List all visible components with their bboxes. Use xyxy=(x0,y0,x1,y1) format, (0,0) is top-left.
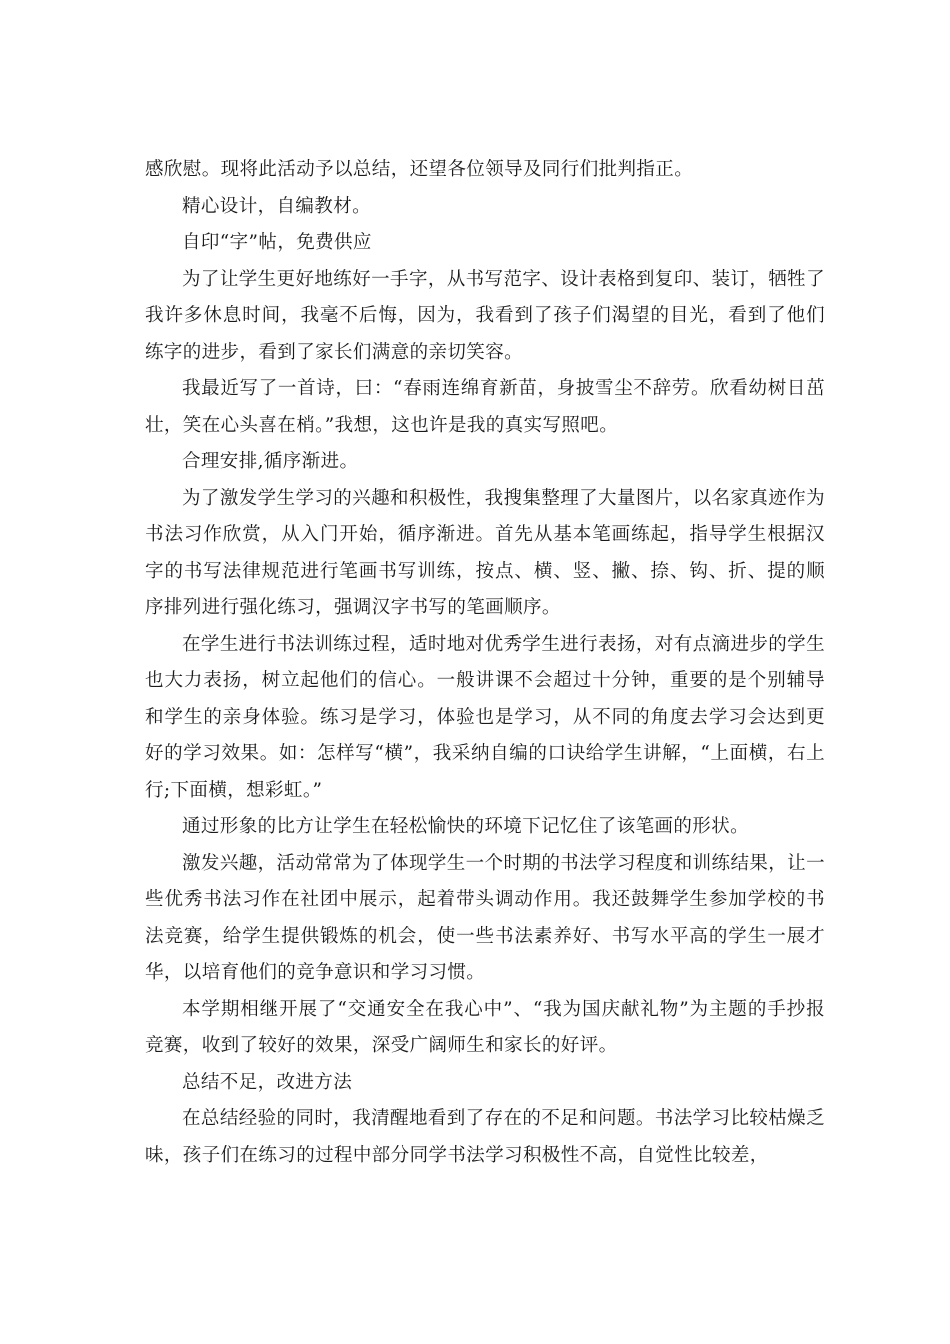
section-heading-design: 精心设计，自编教材。 xyxy=(182,195,372,217)
paragraph: 本学期相继开展了“交通安全在我心中”、“我为国庆献礼物”为主题的手抄报竞赛，收到了较好的效果，深受广阔师生和家长的好评。 xyxy=(145,998,825,1056)
paragraph: 在学生进行书法训练过程，适时地对优秀学生进行表扬，对有点滴进步的学生也大力表扬，树立起他们的信心。一般讲课不会超过十分钟，重要的是个别辅导和学生的亲身体验。练习是学习，体验也是学习，从不同的角度去学习会达到更好的学习效果。如：怎样写“横”，我采纳自编的口诀给学生讲解，“上面横，右上行;下面横，想彩虹。” xyxy=(145,633,825,801)
paragraph: 为了让学生更好地练好一手字，从书写范字、设计表格到复印、装订，牺牲了我许多休息时间，我毫不后悔，因为，我看到了孩子们渴望的目光，看到了他们练字的进步，看到了家长们满意的亲切笑容。 xyxy=(145,268,825,363)
paragraph: 为了激发学生学习的兴趣和积极性，我搜集整理了大量图片，以名家真迹作为书法习作欣赏，从入门开始，循序渐进。首先从基本笔画练起，指导学生根据汉字的书写法律规范进行笔画书写训练，按点、横、竖、撇、捺、钩、折、提的顺序排列进行强化练习，强调汉字书写的笔画顺序。 xyxy=(145,487,825,618)
document-body xyxy=(145,152,825,1174)
paragraph: 通过形象的比方让学生在轻松愉快的环境下记忆住了该笔画的形状。 xyxy=(182,816,750,837)
paragraph: 激发兴趣，活动常常为了体现学生一个时期的书法学习程度和训练结果，让一些优秀书法习作在社团中展示，起着带头调动作用。我还鼓舞学生参加学校的书法竞赛，给学生提供锻炼的机会，使一些书法素养好、书写水平高的学生一展才华，以培育他们的竞争意识和学习习惯。 xyxy=(145,852,825,983)
subheading-copybook: 自印“字”帖，免费供应 xyxy=(182,232,372,253)
section-heading-shortcomings: 总结不足，改进方法 xyxy=(182,1071,353,1093)
paragraph-continuation: 感欣慰。现将此活动予以总结，还望各位领导及同行们批判指正。 xyxy=(145,159,694,180)
section-heading-arrangement: 合理安排,循序渐进。 xyxy=(182,451,359,472)
paragraph-poem: 我最近写了一首诗，曰：“春雨连绵育新苗，身披雪尘不辞劳。欣看幼树日茁壮，笑在心头喜在梢。”我想，这也许是我的真实写照吧。 xyxy=(145,378,825,436)
paragraph: 在总结经验的同时，我清醒地看到了存在的不足和问题。书法学习比较枯燥乏味，孩子们在练习的过程中部分同学书法学习积极性不高，自觉性比较差， xyxy=(145,1108,825,1166)
